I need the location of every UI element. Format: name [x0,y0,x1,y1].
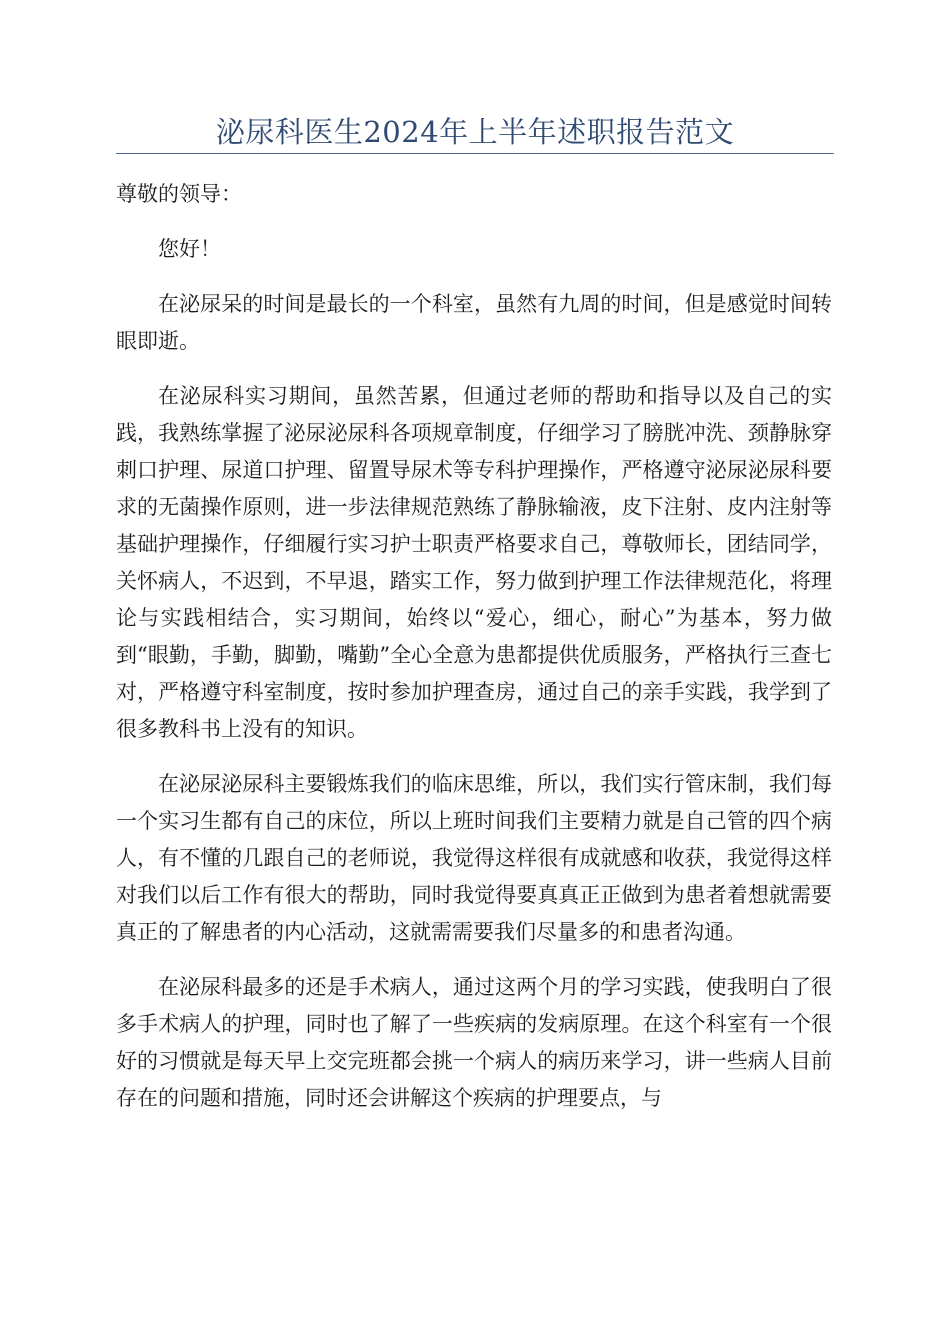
title-underline [116,153,834,154]
paragraph: 在泌尿科最多的还是手术病人，通过这两个月的学习实践，使我明白了很多手术病人的护理，同时也了解了一些疾病的发病原理。在这个科室有一个很好的习惯就是每天早上交完班都会挑一个病人的病历来学习，讲一些病人目前存在的问题和措施，同时还会讲解这个疾病的护理要点，与 [116,975,832,1110]
document-body [116,176,832,1135]
paragraph: 在泌尿呆的时间是最长的一个科室，虽然有九周的时间，但是感觉时间转眼即逝。 [116,292,832,353]
greeting: 您好！ [158,237,221,261]
document-title: 泌尿科医生2024年上半年述职报告范文 [215,115,735,149]
paragraph: 在泌尿泌尿科主要锻炼我们的临床思维，所以，我们实行管床制，我们每一个实习生都有自己的床位，所以上班时间我们主要精力就是自己管的四个病人，有不懂的几跟自己的老师说，我觉得这样很有成就感和收获，我觉得这样对我们以后工作有很大的帮助，同时我觉得要真真正正做到为患者着想就需要真正的了解患者的内心活动，这就需需要我们尽量多的和患者沟通。 [116,772,832,944]
paragraph: 在泌尿科实习期间，虽然苦累，但通过老师的帮助和指导以及自己的实践，我熟练掌握了泌尿泌尿科各项规章制度，仔细学习了膀胱冲洗、颈静脉穿刺口护理、尿道口护理、留置导尿术等专科护理操作，严格遵守泌尿泌尿科要求的无菌操作原则，进一步法律规范熟练了静脉输液，皮下注射、皮内注射等基础护理操作，仔细履行实习护士职责严格要求自己，尊敬师长，团结同学，关怀病人，不迟到，不早退，踏实工作，努力做到护理工作法律规范化，将理论与实践相结合，实习期间，始终以“爱心，细心，耐心”为基本，努力做到“眼勤，手勤，脚勤，嘴勤”全心全意为患都提供优质服务，严格执行三查七对，严格遵守科室制度，按时参加护理查房，通过自己的亲手实践，我学到了很多教科书上没有的知识。 [116,384,832,741]
salutation: 尊敬的领导： [116,182,242,206]
